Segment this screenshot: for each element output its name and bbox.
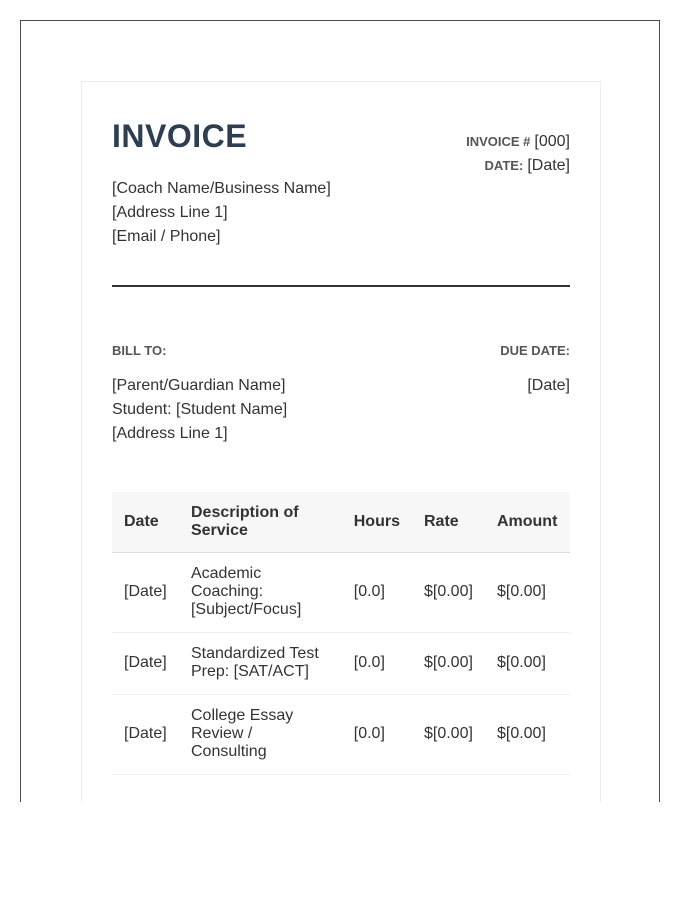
sender-info (112, 177, 331, 249)
table-row (112, 552, 570, 632)
header-hours: Hours (342, 492, 412, 552)
bill-to-address: [Address Line 1] (112, 425, 228, 442)
table-header-row (112, 492, 570, 552)
row-date: [Date] (112, 552, 179, 632)
row-date: [Date] (112, 632, 179, 694)
bill-to-student: Student: [Student Name] (112, 401, 288, 418)
row-hours: [0.0] (342, 694, 412, 774)
invoice-date-value: [Date] (527, 157, 570, 174)
header-date: Date (112, 492, 179, 552)
header-amount: Amount (485, 492, 570, 552)
row-date: [Date] (112, 694, 179, 774)
row-rate: $[0.00] (412, 632, 485, 694)
invoice-meta (466, 130, 570, 178)
header-rate: Rate (412, 492, 485, 552)
row-amount: $[0.00] (485, 694, 570, 774)
invoice-date-row (466, 154, 570, 178)
row-description: Academic Coaching: [Subject/Focus] (179, 552, 342, 632)
sender-name: [Coach Name/Business Name] (112, 180, 331, 197)
invoice-number-label: INVOICE # (466, 134, 531, 149)
sender-address: [Address Line 1] (112, 204, 228, 221)
invoice-document (81, 81, 601, 802)
row-description: College Essay Review / Consulting (179, 694, 342, 774)
invoice-title: INVOICE (112, 118, 248, 154)
due-date-value: [Date] (527, 377, 570, 394)
table-row (112, 632, 570, 694)
row-rate: $[0.00] (412, 694, 485, 774)
bill-to-info (112, 374, 287, 446)
header-description: Description of Service (179, 492, 342, 552)
line-items-table (112, 492, 570, 775)
invoice-date-label: DATE: (484, 158, 524, 173)
row-description: Standardized Test Prep: [SAT/ACT] (179, 632, 342, 694)
row-hours: [0.0] (342, 552, 412, 632)
bill-to-label: BILL TO: (112, 343, 167, 358)
row-rate: $[0.00] (412, 552, 485, 632)
sender-contact: [Email / Phone] (112, 228, 221, 245)
row-amount: $[0.00] (485, 552, 570, 632)
header-divider (112, 285, 570, 287)
table-row (112, 694, 570, 774)
row-amount: $[0.00] (485, 632, 570, 694)
invoice-number-row (466, 130, 570, 154)
row-hours: [0.0] (342, 632, 412, 694)
due-date-label: DUE DATE: (500, 343, 570, 358)
invoice-number-value: [000] (534, 133, 570, 150)
bill-to-parent: [Parent/Guardian Name] (112, 377, 286, 394)
